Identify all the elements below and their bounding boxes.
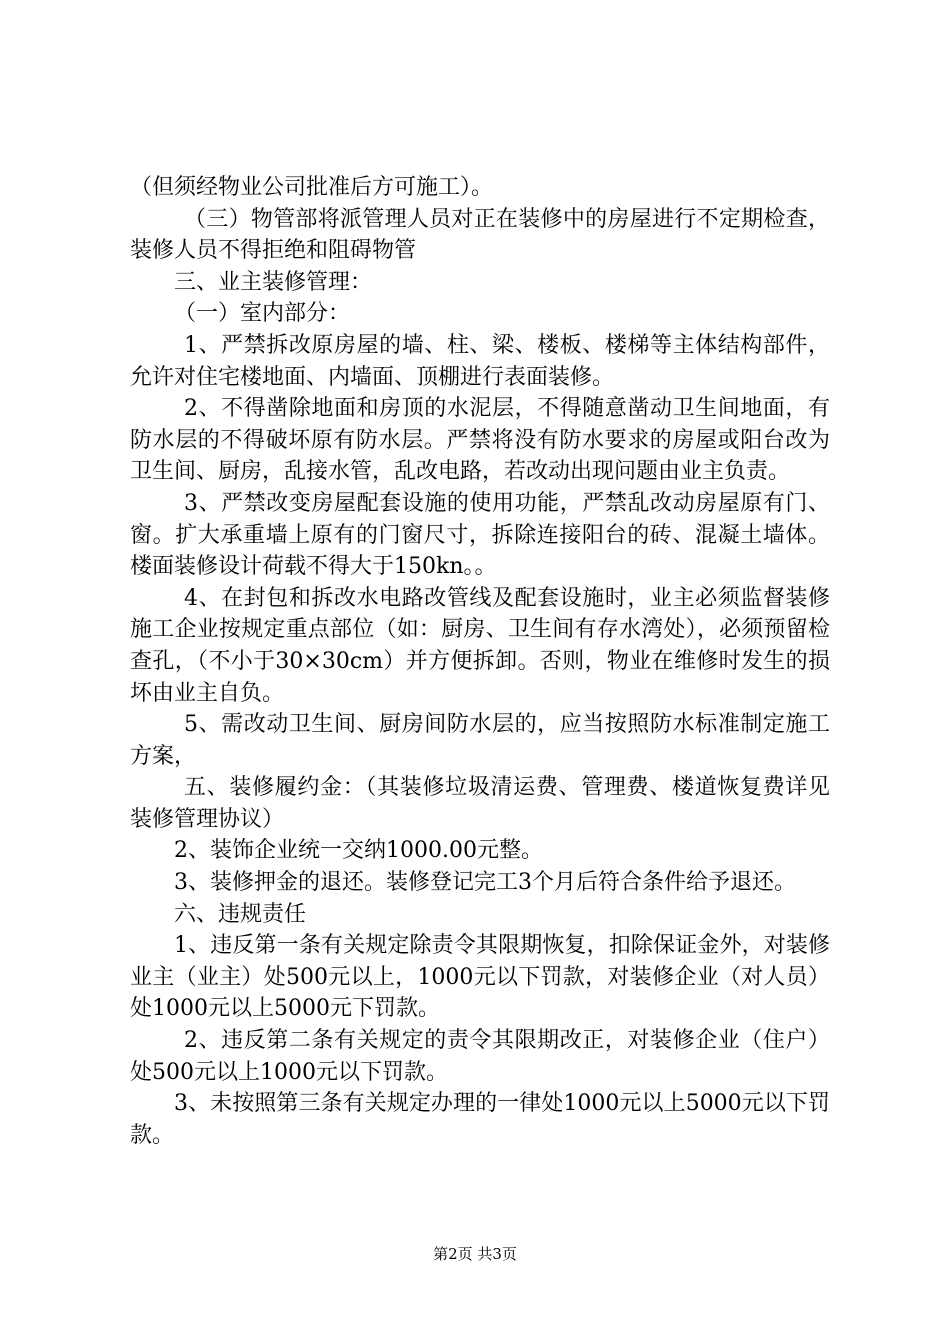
paragraph-rule-1: 1、严禁拆改原房屋的墙、柱、梁、楼板、楼梯等主体结构部件，允许对住宅楼地面、内墙面、顶棚进行表面装修。 (130, 332, 830, 390)
paragraph-violation-2: 2、违反第二条有关规定的责令其限期改正，对装修企业（住户）处500元以上1000元以下罚款。 (130, 1028, 830, 1085)
heading-indoor-section: （一）室内部分： (174, 301, 351, 327)
paragraph-rule-2: 2、不得凿除地面和房顶的水泥层，不得随意凿动卫生间地面，有防水层的不得破坏原有防水层。严禁将没有防水要求的房屋或阳台改为卫生间、厨房，乱接水管，乱改电路，若改动出现问题由业主负责。 (130, 396, 830, 485)
paragraph-inspection: （三）物管部将派管理人员对正在装修中的房屋进行不定期检查，装修人员不得拒绝和阻碍物管 (130, 206, 830, 264)
heading-performance-deposit: 五、装修履约金：（其装修垃圾清运费、管理费、楼道恢复费详见装修管理协议） (130, 775, 830, 832)
paragraph-deposit-refund: 3、装修押金的退还。装修登记完工3个月后符合条件给予退还。 (174, 870, 796, 896)
page-number-footer: 第2页 共3页 (433, 1245, 517, 1263)
document-body (130, 172, 830, 1151)
paragraph-rule-4: 4、在封包和拆改水电路改管线及配套设施时，业主必须监督装修施工企业按规定重点部位（如：厨房、卫生间有存水湾处），必须预留检查孔，（不小于30×30cm）并方便拆卸。否则，物业在维修时发生的损坏由业主自负。 (130, 585, 830, 706)
paragraph-rule-3: 3、严禁改变房屋配套设施的使用功能，严禁乱改动房屋原有门、窗。扩大承重墙上原有的门窗尺寸，拆除连接阳台的砖、混凝土墙体。楼面装修设计荷载不得大于150kn。。 (130, 490, 830, 580)
heading-violation-liability: 六、违规责任 (174, 901, 307, 927)
heading-owner-renovation-management: 三、业主装修管理： (174, 269, 373, 295)
paragraph-violation-3: 3、未按照第三条有关规定办理的一律处1000元以上5000元以下罚款。 (130, 1091, 830, 1148)
paragraph-deposit-amount: 2、装饰企业统一交纳1000.00元整。 (174, 838, 543, 864)
paragraph-approval-note: （但须经物业公司批准后方可施工）。 (130, 175, 494, 200)
paragraph-violation-1: 1、违反第一条有关规定除责令其限期恢复，扣除保证金外，对装修业主（业主）处500元以上，1000元以下罚款，对装修企业（对人员）处1000元以上5000元下罚款。 (130, 933, 830, 1022)
paragraph-rule-5: 5、需改动卫生间、厨房间防水层的，应当按照防水标准制定施工方案， (130, 712, 830, 769)
